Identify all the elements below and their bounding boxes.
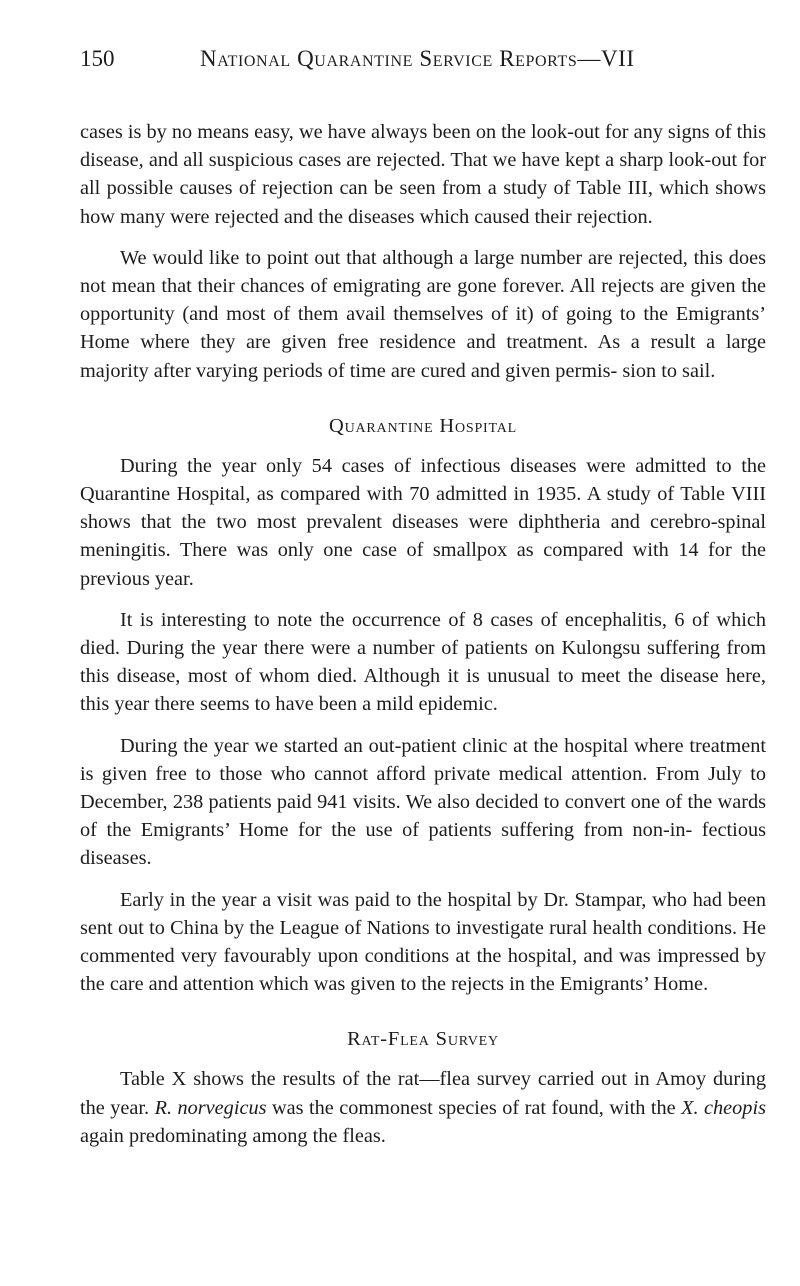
flea-species-name: X. cheopis xyxy=(681,1096,766,1119)
paragraph-rejection-causes: cases is by no means easy, we have always been on the look-out for any signs of this disease, and all suspicious cases are rejected. That we have kept a sharp look-out for all possible causes of rejection can be seen from a study of Table III, which shows how many were rejected and the diseases which caused their rejection. xyxy=(80,121,766,228)
rat-flea-text-start: Table X shows the results of the rat—flea survey carried out in Amoy during the year. xyxy=(80,1068,766,1119)
paragraph-stampar-visit: Early in the year a visit was paid to the hospital by Dr. Stampar, who had been sent out to China by the League of Nations to investigate rural health conditions. He commented very favourably upon conditions at the hospital, and was impressed by the care and attention which was given to the rejects in the Emigrants’ Home. xyxy=(80,888,766,996)
paragraph-outpatient-clinic: During the year we started an out-patient clinic at the hospital where treatment is given free to those who cannot afford private medical attention. From July to December, 238 patients paid 941 visits. We also decided to convert one of the wards of the Emigrants’ Home for the use of patients suffering from non-in- fectious diseases. xyxy=(80,734,766,870)
paragraph-rat-flea-results xyxy=(80,1065,766,1150)
section-heading-rat-flea-survey: Rat-Flea Survey xyxy=(347,1028,499,1051)
running-header xyxy=(80,40,766,80)
section-heading-quarantine-hospital: Quarantine Hospital xyxy=(328,414,518,437)
rat-flea-text-end: again predominating among the fleas. xyxy=(80,1124,386,1147)
paragraph-encephalitis: It is interesting to note the occurrence of 8 cases of encephalitis, 6 of which died. During the year there were a number of patients on Kulongsu suffering from this disease, most of whom died. Although it is unusual to meet the disease here, this year there seems to have been a mild epidemic. xyxy=(80,608,766,716)
rat-species-name: R. norvegicus xyxy=(154,1096,267,1119)
paragraph-infectious-cases: During the year only 54 cases of infectious diseases were admitted to the Quarantine Hospital, as compared with 70 admitted in 1935. A study of Table VIII shows that the two most prevalent diseases were diphtheria and cerebro-spinal meningitis. There was only one case of smallpox as compared with 14 for the previous year. xyxy=(80,454,766,590)
paragraph-rejects-opportunity: We would like to point out that although a large number are rejected, this does not mean that their chances of emigrating are gone forever. All rejects are given the opportunity (and most of them avail themselves of it) of going to the Emigrants’ Home where they are given free residence and treatment. As a result a large majority after varying periods of time are cured and given permis- sion to sail. xyxy=(80,246,766,382)
page-number: 150 xyxy=(80,46,115,71)
rat-flea-text-mid: was the commonest species of rat found, with the xyxy=(266,1096,682,1119)
running-title: National Quarantine Service Reports—VII xyxy=(200,46,635,71)
document-page xyxy=(80,40,766,1150)
